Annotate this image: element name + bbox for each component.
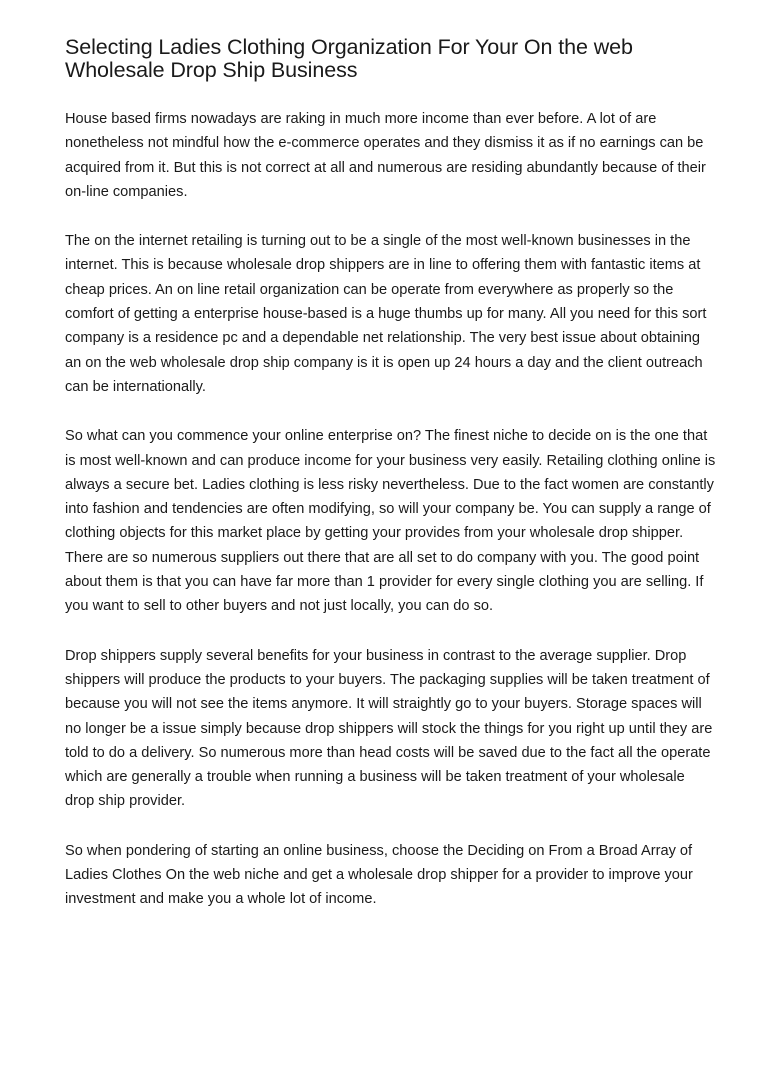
paragraph-2: The on the internet retailing is turning out to be a single of the most well-known businesses in the internet. This is because wholesale drop shippers are in line to offering them with fantastic items at cheap prices. An on line retail organization can be operate from everywhere as properly so the comfort of getting a enterprise house-based is a huge thumbs up for many. All you need for this sort company is a residence pc and a dependable net relationship. The very best issue about obtaining an on the web wholesale drop ship company is it is open up 24 hours a day and the client outreach can be internationally. — [65, 233, 707, 395]
document-title: Selecting Ladies Clothing Organization For Your On the web Wholesale Drop Ship Business — [65, 35, 633, 82]
paragraph-3: So what can you commence your online enterprise on? The finest niche to decide on is the one that is most well-known and can produce income for your business very easily. Retailing clothing online is always a secure bet. Ladies clothing is less risky nevertheless. Due to the fact women are constantly into fashion and tendencies are often modifying, so will your company be. You can supply a range of clothing objects for this market place by getting your provides from your wholesale drop shipper. There are so numerous suppliers out there that are all set to do company with you. The good point about them is that you can have far more than 1 provider for every single clothing you are selling. If you want to sell to other buyers and not just locally, you can do so. — [65, 428, 716, 615]
paragraph-4: Drop shippers supply several benefits for your business in contrast to the average supplier. Drop shippers will produce the products to your buyers. The packaging supplies will be taken treatment of because you will not see the items anymore. It will straightly go to your buyers. Storage spaces will no longer be a issue simply because drop shippers will stock the things for you right up until they are told to do a delivery. So numerous more than head costs will be saved due to the fact all the operate which are generally a trouble when running a business will be taken treatment of your wholesale drop ship provider. — [65, 647, 713, 810]
paragraph-5: So when pondering of starting an online business, choose the Deciding on From a Broad Array of Ladies Clothes On the web niche and get a wholesale drop shipper for a provider to improve your investment and make you a whole lot of income. — [65, 842, 693, 908]
paragraph-1: House based firms nowadays are raking in much more income than ever before. A lot of are nonetheless not mindful how the e-commerce operates and they dismiss it as if no earnings can be acquired from it. But this is not correct at all and numerous are residing abundantly because of their on-line companies. — [65, 111, 706, 200]
